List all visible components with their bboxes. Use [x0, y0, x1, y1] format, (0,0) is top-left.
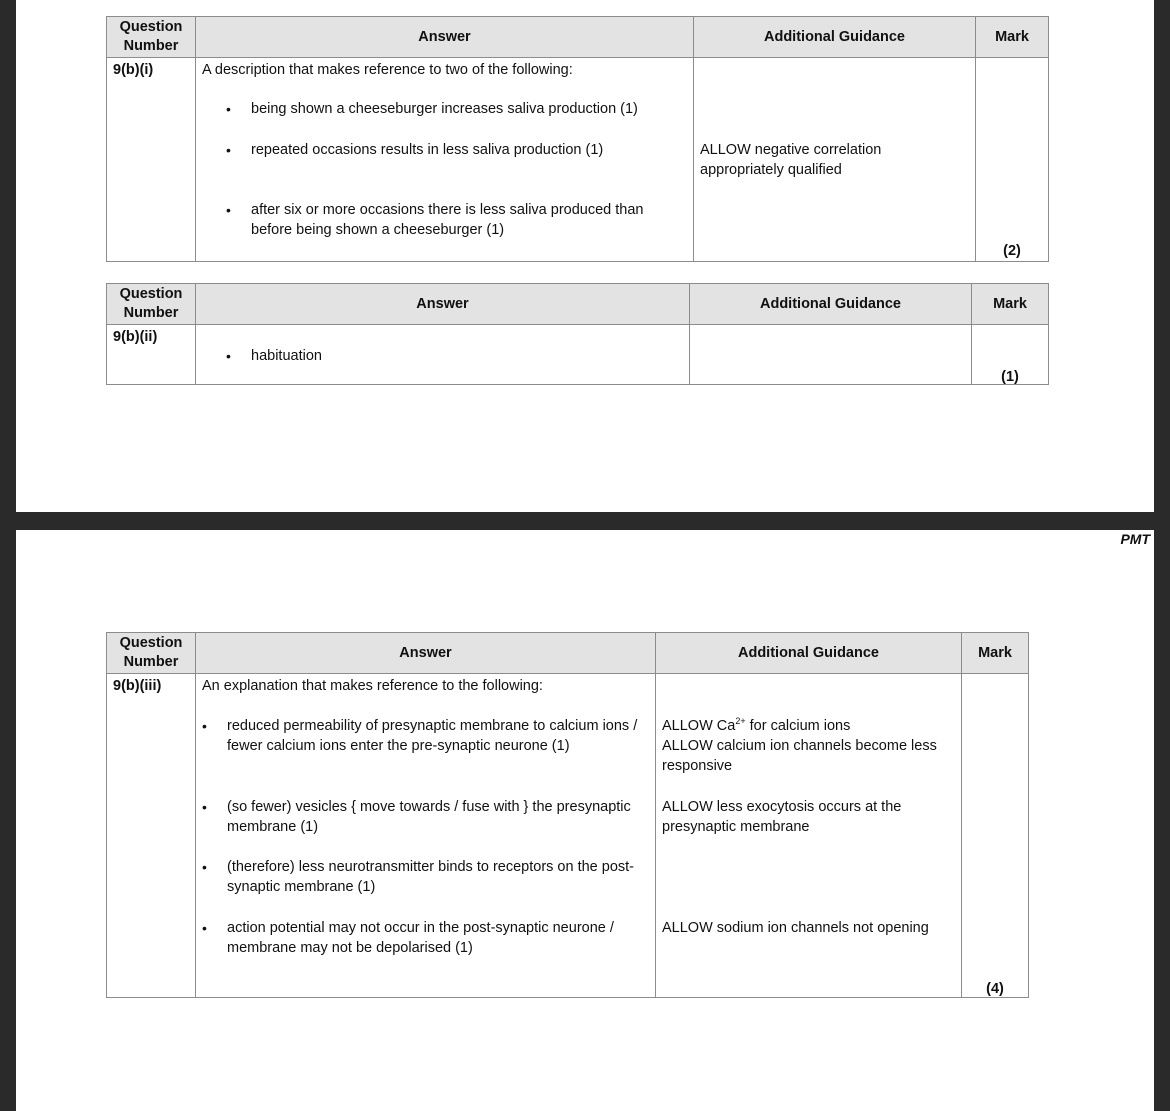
bullet-text: being shown a cheeseburger increases saliva production (1)	[251, 101, 638, 117]
header-question-number: Question Number	[107, 17, 196, 58]
bullet-text: reduced permeability of presynaptic membrane to calcium ions / fewer calcium ions enter the pre-synaptic neurone (1)	[227, 718, 638, 754]
bullet-text: action potential may not occur in the post-synaptic neurone / membrane may not be depolarised (1)	[227, 920, 614, 956]
bullet-text: (so fewer) vesicles { move towards / fuse with } the presynaptic membrane (1)	[227, 799, 631, 835]
bullet-text: habituation	[251, 348, 322, 364]
answer-cell	[196, 674, 656, 998]
guidance-text: ALLOW negative correlation appropriately qualified	[700, 142, 882, 178]
header-mark: Mark	[972, 284, 1049, 325]
mark-scheme-table-9bi	[106, 16, 1049, 262]
mark-scheme-table-9bii	[106, 283, 1049, 385]
list-item	[202, 857, 652, 897]
header-answer: Answer	[196, 284, 690, 325]
bullet-text: (therefore) less neurotransmitter binds to receptors on the post-synaptic membrane (1)	[227, 859, 634, 895]
list-item	[202, 797, 642, 837]
pmt-label: PMT	[1120, 531, 1150, 547]
header-answer: Answer	[196, 633, 656, 674]
mark-scheme-table-9biii	[106, 632, 1029, 998]
bullet-icon: •	[226, 142, 231, 158]
guidance-exocytosis: ALLOW less exocytosis occurs at the presynaptic membrane	[662, 799, 902, 835]
list-item	[226, 200, 681, 240]
header-question-number: Question Number	[107, 284, 196, 325]
list-item	[226, 346, 626, 366]
guidance-sodium: ALLOW sodium ion channels not opening	[662, 920, 929, 936]
header-additional-guidance: Additional Guidance	[656, 633, 962, 674]
bullet-icon: •	[226, 348, 231, 364]
guidance-calcium-suffix: for calcium ions	[745, 718, 851, 734]
bullet-icon: •	[226, 202, 231, 218]
bullet-icon: •	[202, 859, 207, 875]
header-additional-guidance: Additional Guidance	[694, 17, 976, 58]
mark-cell	[962, 674, 1029, 998]
guidance-cell	[694, 58, 976, 262]
guidance-calcium-sup: 2+	[735, 716, 746, 727]
mark-value: (4)	[986, 981, 1004, 997]
bullet-icon: •	[226, 101, 231, 117]
bullet-icon: •	[202, 718, 207, 734]
answer-intro: A description that makes reference to two of the following:	[202, 62, 573, 78]
header-answer: Answer	[196, 17, 694, 58]
header-additional-guidance: Additional Guidance	[690, 284, 972, 325]
question-number: 9(b)(ii)	[107, 325, 196, 385]
guidance-cell	[656, 674, 962, 998]
guidance-channels: ALLOW calcium ion channels become less responsive	[662, 738, 937, 774]
answer-cell	[196, 325, 690, 385]
list-item	[226, 99, 666, 119]
bullet-text: after six or more occasions there is less saliva produced than before being shown a cheeseburger (1)	[251, 202, 644, 238]
question-number: 9(b)(i)	[107, 58, 196, 262]
exam-page-2	[16, 530, 1154, 1111]
question-number: 9(b)(iii)	[107, 674, 196, 998]
header-question-number: Question Number	[107, 633, 196, 674]
mark-cell	[972, 325, 1049, 385]
list-item	[202, 716, 652, 756]
answer-cell	[196, 58, 694, 262]
header-mark: Mark	[962, 633, 1029, 674]
list-item	[226, 140, 666, 160]
guidance-calcium-prefix: ALLOW Ca	[662, 718, 736, 734]
answer-intro: An explanation that makes reference to the following:	[202, 678, 543, 694]
mark-value: (2)	[1003, 243, 1021, 259]
bullet-text: repeated occasions results in less saliva production (1)	[251, 142, 604, 158]
header-mark: Mark	[976, 17, 1049, 58]
bullet-icon: •	[202, 799, 207, 815]
list-item	[202, 918, 654, 958]
mark-value: (1)	[1001, 369, 1019, 385]
guidance-calcium	[656, 716, 957, 736]
guidance-cell	[690, 325, 972, 385]
bullet-icon: •	[202, 920, 207, 936]
exam-page-1	[16, 0, 1154, 512]
mark-cell	[976, 58, 1049, 262]
